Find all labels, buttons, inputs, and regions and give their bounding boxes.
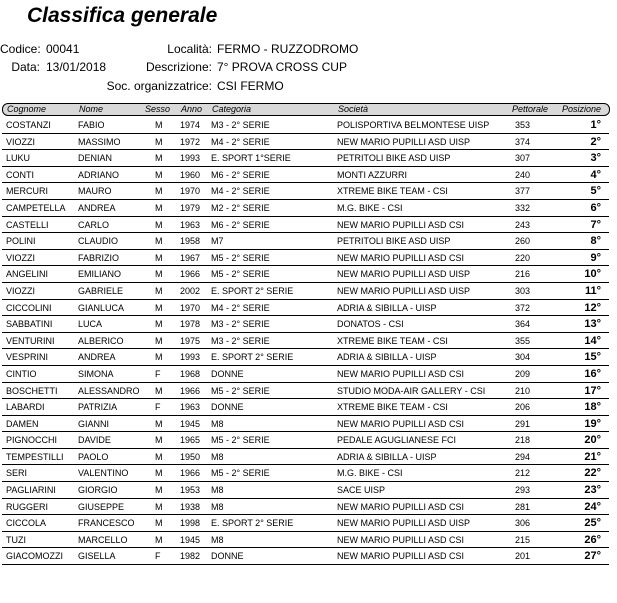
cell-societa: ADRIA & SIBILLA - UISP [337, 352, 437, 363]
table-row [2, 200, 609, 217]
cell-societa: NEW MARIO PUPILLI ASD UISP [337, 518, 471, 529]
cell-categoria: M3 - 2° SERIE [211, 319, 270, 330]
cell-anno: 1965 [180, 435, 201, 446]
cell-sesso: M [155, 186, 163, 197]
localita-label: Località: [167, 42, 212, 56]
cell-cognome: PAGLIARINI [6, 485, 56, 496]
cell-pettorale: 206 [514, 402, 530, 413]
cell-anno: 1974 [180, 120, 201, 130]
table-row [2, 134, 609, 151]
cell-categoria: M5 - 2° SERIE [211, 385, 270, 396]
cell-nome: EMILIANO [78, 269, 122, 280]
table-row [2, 333, 609, 350]
table-row [2, 167, 609, 184]
cell-societa: NEW MARIO PUPILLI ASD CSI [337, 219, 465, 230]
cell-anno: 1938 [180, 501, 201, 512]
cell-sesso: M [155, 285, 163, 296]
cell-nome: FRANCESCO [78, 518, 135, 529]
cell-societa: STUDIO MODA-AIR GALLERY - CSI [337, 385, 486, 396]
cell-sesso: M [155, 153, 163, 164]
cell-nome: CARLO [78, 219, 110, 230]
cell-nome: SIMONA [78, 368, 114, 379]
table-row [2, 383, 609, 400]
header-nome: Nome [79, 104, 104, 114]
header-anno: Anno [181, 104, 203, 114]
cell-societa: NEW MARIO PUPILLI ASD CSI [337, 501, 465, 512]
cell-posizione: 20° [584, 434, 601, 447]
cell-cognome: MERCURI [6, 186, 48, 197]
cell-anno: 1993 [180, 352, 201, 363]
codice-label: Codice: [0, 42, 41, 56]
cell-cognome: PIGNOCCHI [6, 435, 58, 446]
soc-value: CSI FERMO [217, 79, 284, 93]
cell-posizione: 11° [584, 284, 601, 297]
cell-cognome: RUGGERI [6, 501, 49, 512]
table-row [2, 532, 609, 549]
cell-sesso: M [155, 269, 163, 280]
table-row [2, 482, 609, 499]
cell-societa: NEW MARIO PUPILLI ASD UISP [337, 269, 471, 280]
cell-pettorale: 215 [514, 534, 530, 545]
cell-nome: PAOLO [78, 451, 109, 462]
header-sesso: Sesso [145, 104, 171, 114]
cell-nome: GISELLA [78, 551, 116, 562]
table-row [2, 283, 609, 300]
cell-sesso: F [155, 402, 161, 413]
header-pettorale: Pettorale [512, 104, 549, 114]
cell-categoria: M8 [211, 485, 224, 496]
cell-anno: 1970 [180, 302, 201, 313]
cell-anno: 1982 [180, 551, 201, 562]
cell-societa: NEW MARIO PUPILLI ASD UISP [337, 136, 471, 147]
cell-categoria: DONNE [211, 402, 244, 413]
cell-societa: PETRITOLI BIKE ASD UISP [337, 236, 451, 247]
cell-societa: NEW MARIO PUPILLI ASD UISP [337, 285, 471, 296]
cell-pettorale: 307 [514, 153, 530, 164]
cell-pettorale: 355 [514, 335, 530, 346]
codice-value: 00041 [46, 42, 80, 56]
cell-pettorale: 218 [514, 435, 530, 446]
cell-cognome: SABBATINI [6, 319, 53, 330]
cell-nome: FABRIZIO [78, 252, 120, 263]
cell-societa: POLISPORTIVA BELMONTESE UISP [337, 120, 490, 130]
table-row [2, 266, 609, 283]
cell-societa: ADRIA & SIBILLA - UISP [337, 451, 437, 462]
cell-societa: XTREME BIKE TEAM - CSI [337, 402, 448, 413]
cell-posizione: 13° [584, 318, 601, 331]
cell-posizione: 8° [590, 235, 601, 248]
cell-societa: XTREME BIKE TEAM - CSI [337, 335, 448, 346]
cell-cognome: CINTIO [6, 368, 37, 379]
cell-anno: 1966 [180, 385, 201, 396]
table-row [2, 217, 609, 234]
cell-posizione: 21° [584, 450, 601, 463]
cell-nome: GIUSEPPE [78, 501, 125, 512]
cell-nome: GIORGIO [78, 485, 118, 496]
cell-categoria: DONNE [211, 368, 244, 379]
table-header [2, 103, 610, 116]
cell-categoria: M4 - 2° SERIE [211, 302, 270, 313]
cell-sesso: M [155, 319, 163, 330]
cell-pettorale: 304 [514, 352, 530, 363]
cell-pettorale: 210 [514, 385, 530, 396]
cell-pettorale: 209 [514, 368, 530, 379]
cell-posizione: 25° [584, 517, 601, 530]
cell-cognome: DAMEN [6, 418, 39, 429]
cell-sesso: M [155, 120, 163, 130]
table-row [2, 465, 609, 482]
cell-sesso: F [155, 551, 161, 562]
cell-posizione: 15° [584, 351, 601, 364]
cell-posizione: 1° [590, 119, 601, 131]
cell-nome: ANDREA [78, 202, 116, 213]
cell-categoria: M4 - 2° SERIE [211, 186, 270, 197]
table-row [2, 432, 609, 449]
cell-categoria: M5 - 2° SERIE [211, 269, 270, 280]
cell-anno: 1958 [180, 236, 201, 247]
cell-societa: M.G. BIKE - CSI [337, 202, 403, 213]
table-row [2, 316, 609, 333]
cell-cognome: BOSCHETTI [6, 385, 58, 396]
cell-anno: 1972 [180, 136, 201, 147]
cell-societa: DONATOS - CSI [337, 319, 404, 330]
table-row [2, 499, 609, 516]
cell-sesso: F [155, 368, 161, 379]
cell-posizione: 16° [584, 367, 601, 380]
cell-pettorale: 212 [514, 468, 530, 479]
table-row [2, 233, 609, 250]
cell-sesso: M [155, 485, 163, 496]
cell-pettorale: 372 [514, 302, 530, 313]
cell-cognome: CICCOLA [6, 518, 47, 529]
cell-anno: 1978 [180, 319, 201, 330]
cell-pettorale: 303 [514, 285, 530, 296]
cell-nome: DAVIDE [78, 435, 111, 446]
table-row [2, 117, 609, 134]
cell-cognome: CICCOLINI [6, 302, 52, 313]
cell-sesso: M [155, 169, 163, 180]
cell-nome: ALESSANDRO [78, 385, 140, 396]
cell-posizione: 27° [584, 550, 601, 563]
cell-nome: MASSIMO [78, 136, 121, 147]
cell-anno: 1998 [180, 518, 201, 529]
cell-pettorale: 374 [514, 136, 530, 147]
cell-pettorale: 220 [514, 252, 530, 263]
cell-sesso: M [155, 501, 163, 512]
cell-categoria: E. SPORT 2° SERIE [211, 352, 294, 363]
cell-categoria: M5 - 2° SERIE [211, 252, 270, 263]
cell-nome: GABRIELE [78, 285, 124, 296]
cell-categoria: M3 - 2° SERIE [211, 120, 270, 130]
cell-cognome: LABARDI [6, 402, 45, 413]
cell-pettorale: 201 [514, 551, 530, 562]
cell-nome: ANDREA [78, 352, 116, 363]
cell-anno: 1975 [180, 335, 201, 346]
cell-societa: PETRITOLI BIKE ASD UISP [337, 153, 451, 164]
cell-cognome: TUZI [6, 534, 26, 545]
cell-nome: GIANNI [78, 418, 110, 429]
cell-anno: 1963 [180, 402, 201, 413]
table-row [2, 399, 609, 416]
soc-label: Soc. organizzatrice: [106, 79, 212, 93]
data-value: 13/01/2018 [46, 60, 107, 74]
cell-categoria: E. SPORT 2° SERIE [211, 285, 294, 296]
cell-cognome: CONTI [6, 169, 34, 180]
cell-posizione: 24° [584, 500, 601, 513]
cell-categoria: M8 [211, 418, 224, 429]
cell-cognome: LUKU [6, 153, 31, 164]
cell-anno: 1963 [180, 219, 201, 230]
table-row [2, 416, 609, 433]
header-posizione: Posizione [562, 104, 602, 114]
cell-pettorale: 332 [514, 202, 530, 213]
cell-sesso: M [155, 335, 163, 346]
cell-posizione: 4° [590, 168, 601, 181]
cell-categoria: M7 [211, 236, 224, 247]
cell-nome: MAURO [78, 186, 112, 197]
cell-pettorale: 377 [514, 186, 530, 197]
page-title: Classifica generale [27, 4, 218, 27]
cell-nome: ADRIANO [78, 169, 120, 180]
cell-pettorale: 240 [514, 169, 530, 180]
cell-anno: 1945 [180, 418, 201, 429]
cell-cognome: CAMPETELLA [6, 202, 66, 213]
cell-anno: 1945 [180, 534, 201, 545]
cell-posizione: 2° [590, 135, 601, 148]
localita-value: FERMO - RUZZODROMO [217, 42, 359, 56]
cell-sesso: M [155, 252, 163, 263]
cell-cognome: VESPRINI [6, 352, 49, 363]
cell-societa: PEDALE AGUGLIANESE FCI [337, 435, 457, 446]
cell-societa: NEW MARIO PUPILLI ASD CSI [337, 418, 465, 429]
cell-sesso: M [155, 534, 163, 545]
cell-anno: 1970 [180, 186, 201, 197]
cell-posizione: 22° [584, 467, 601, 480]
cell-categoria: M5 - 2° SERIE [211, 468, 270, 479]
cell-pettorale: 216 [514, 269, 530, 280]
cell-categoria: M8 [211, 534, 224, 545]
cell-sesso: M [155, 302, 163, 313]
cell-sesso: M [155, 451, 163, 462]
cell-cognome: VIOZZI [6, 252, 35, 263]
cell-categoria: E. SPORT 2° SERIE [211, 518, 294, 529]
cell-societa: XTREME BIKE TEAM - CSI [337, 186, 448, 197]
table-row [2, 250, 609, 267]
cell-pettorale: 260 [514, 236, 530, 247]
cell-nome: VALENTINO [78, 468, 129, 479]
cell-anno: 1950 [180, 451, 201, 462]
cell-categoria: M8 [211, 451, 224, 462]
cell-sesso: M [155, 385, 163, 396]
cell-posizione: 19° [584, 417, 601, 430]
cell-posizione: 14° [584, 334, 601, 347]
cell-cognome: POLINI [6, 236, 36, 247]
cell-sesso: M [155, 236, 163, 247]
cell-cognome: ANGELINI [6, 269, 49, 280]
cell-anno: 1979 [180, 202, 201, 213]
cell-nome: ALBERICO [78, 335, 124, 346]
cell-nome: GIANLUCA [78, 302, 125, 313]
cell-posizione: 23° [584, 484, 601, 497]
cell-cognome: VIOZZI [6, 136, 35, 147]
table-row [2, 548, 609, 565]
cell-pettorale: 306 [514, 518, 530, 529]
data-label: Data: [11, 60, 40, 74]
cell-cognome: CASTELLI [6, 219, 49, 230]
cell-anno: 1960 [180, 169, 201, 180]
cell-posizione: 3° [590, 152, 601, 165]
cell-cognome: VIOZZI [6, 285, 35, 296]
cell-posizione: 7° [590, 218, 601, 231]
cell-cognome: GIACOMOZZI [6, 551, 63, 562]
cell-anno: 1968 [180, 368, 201, 379]
cell-pettorale: 294 [514, 451, 530, 462]
header-cognome: Cognome [7, 104, 47, 114]
cell-anno: 1966 [180, 468, 201, 479]
cell-anno: 1967 [180, 252, 201, 263]
cell-cognome: SERI [6, 468, 28, 479]
cell-anno: 2002 [180, 285, 201, 296]
cell-nome: PATRIZIA [78, 402, 118, 413]
cell-pettorale: 291 [514, 418, 530, 429]
cell-anno: 1953 [180, 485, 201, 496]
cell-posizione: 12° [584, 301, 601, 314]
cell-anno: 1966 [180, 269, 201, 280]
cell-pettorale: 293 [514, 485, 530, 496]
cell-societa: SACE UISP [337, 485, 386, 496]
cell-posizione: 17° [584, 384, 601, 397]
cell-sesso: M [155, 468, 163, 479]
descrizione-value: 7° PROVA CROSS CUP [217, 60, 347, 74]
table-row [2, 366, 609, 383]
cell-sesso: M [155, 518, 163, 529]
cell-sesso: M [155, 202, 163, 213]
cell-nome: LUCA [78, 319, 103, 330]
table-row [2, 300, 609, 317]
cell-cognome: VENTURINI [6, 335, 55, 346]
cell-pettorale: 281 [514, 501, 530, 512]
cell-societa: M.G. BIKE - CSI [337, 468, 403, 479]
cell-categoria: M5 - 2° SERIE [211, 435, 270, 446]
cell-posizione: 18° [584, 401, 601, 414]
cell-nome: CLAUDIO [78, 236, 119, 247]
cell-societa: NEW MARIO PUPILLI ASD CSI [337, 551, 465, 562]
cell-cognome: COSTANZI [6, 120, 51, 130]
cell-sesso: M [155, 219, 163, 230]
cell-nome: MARCELLO [78, 534, 128, 545]
cell-sesso: M [155, 136, 163, 147]
cell-societa: NEW MARIO PUPILLI ASD CSI [337, 534, 465, 545]
results-table [2, 117, 609, 565]
cell-posizione: 26° [584, 533, 601, 546]
cell-societa: NEW MARIO PUPILLI ASD CSI [337, 368, 465, 379]
cell-sesso: M [155, 418, 163, 429]
cell-sesso: M [155, 435, 163, 446]
cell-categoria: M2 - 2° SERIE [211, 202, 270, 213]
cell-societa: NEW MARIO PUPILLI ASD CSI [337, 252, 465, 263]
cell-posizione: 5° [590, 185, 601, 198]
cell-categoria: M6 - 2° SERIE [211, 169, 270, 180]
cell-sesso: M [155, 352, 163, 363]
cell-categoria: M3 - 2° SERIE [211, 335, 270, 346]
cell-posizione: 10° [584, 268, 601, 281]
cell-categoria: E. SPORT 1°SERIE [211, 153, 291, 164]
cell-societa: MONTI AZZURRI [337, 169, 407, 180]
cell-nome: FABIO [78, 120, 105, 130]
cell-categoria: DONNE [211, 551, 244, 562]
descrizione-label: Descrizione: [145, 60, 212, 74]
cell-pettorale: 353 [514, 120, 530, 130]
cell-posizione: 9° [590, 251, 601, 264]
cell-categoria: M8 [211, 501, 224, 512]
table-row [2, 183, 609, 200]
header-categoria: Categoria [212, 104, 252, 114]
table-row [2, 349, 609, 366]
cell-societa: ADRIA & SIBILLA - UISP [337, 302, 437, 313]
cell-pettorale: 243 [514, 219, 530, 230]
cell-pettorale: 364 [514, 319, 530, 330]
header-societa: Società [338, 104, 369, 114]
cell-posizione: 6° [590, 201, 601, 214]
cell-categoria: M4 - 2° SERIE [211, 136, 270, 147]
table-row [2, 449, 609, 466]
cell-categoria: M6 - 2° SERIE [211, 219, 270, 230]
cell-nome: DENIAN [78, 153, 113, 164]
cell-cognome: TEMPESTILLI [6, 451, 64, 462]
cell-anno: 1993 [180, 153, 201, 164]
table-row [2, 515, 609, 532]
table-row [2, 150, 609, 167]
